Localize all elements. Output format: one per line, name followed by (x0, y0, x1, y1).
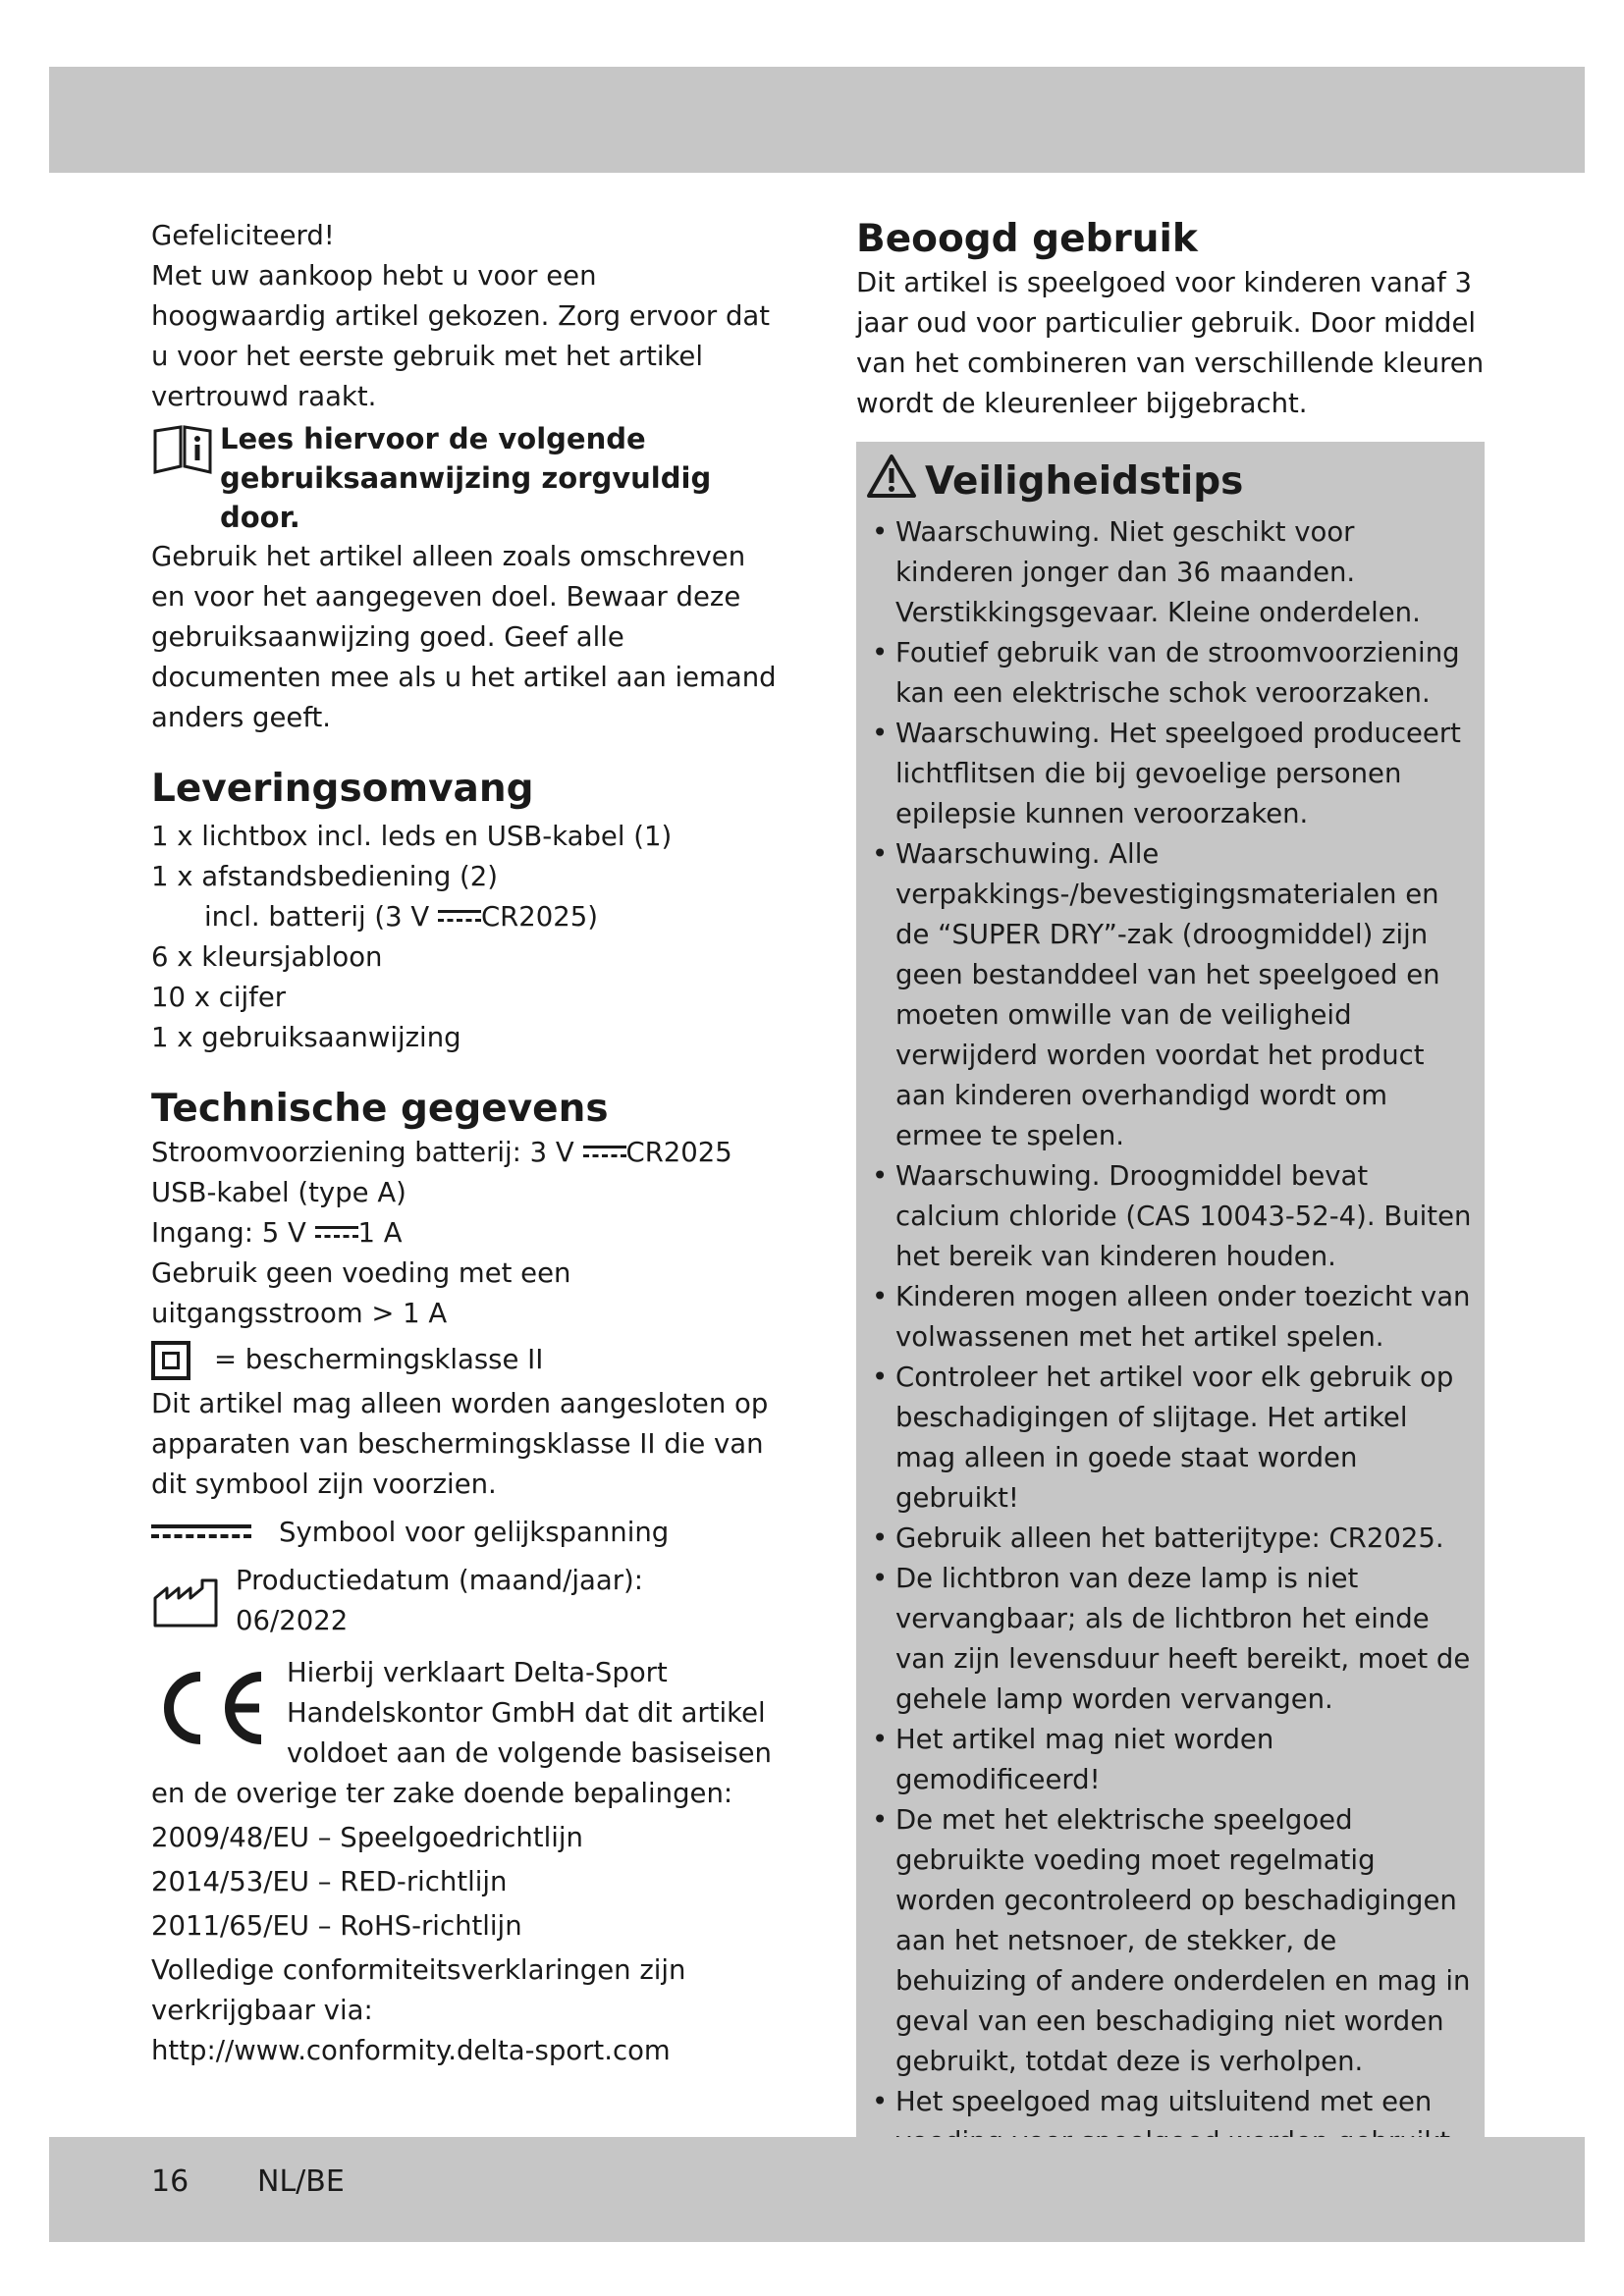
safety-item: • Het speelgoed mag uitsluitend met een (866, 2082, 1475, 2163)
safety-item: • Controleer het artikel voor elk gebruik op beschadigingen of slijtage. Het artikel mag alleen in goede staat worden gebruikt! (866, 1358, 1475, 1519)
safety-item: • Kinderen mogen alleen onder toezicht van volwassenen met het artikel spelen. (866, 1277, 1475, 1358)
section-title-beoogd: Beoogd gebruik (856, 217, 1198, 261)
dc-symbol-icon (438, 908, 481, 928)
protection-class-text: Dit artikel mag alleen worden aangesloten op apparaten van beschermingsklasse II die van dit symbool zijn voorzien. (151, 1388, 769, 1500)
read-manual-icon (151, 419, 220, 488)
safety-box (856, 442, 1485, 2172)
page-number: 16 (151, 2164, 189, 2199)
usage-text: Gebruik het artikel alleen zoals omschreven en voor het aangegeven doel. Bewaar deze gebruiksaanwijzing goed. Geef alle documenten mee als u het artikel aan iemand anders geeft. (151, 541, 777, 733)
protection-class-label: = beschermingsklasse II (214, 1344, 544, 1375)
safety-title: Veiligheidstips (925, 459, 1244, 504)
protection-class-row (151, 1340, 780, 1380)
ce-text: Hierbij verklaart Delta-Sport Handelskontor GmbH dat dit artikel voldoet aan de volgende basiseisen (287, 1657, 772, 1769)
direct-current-icon (151, 1522, 251, 1544)
delivery-item-battery: incl. batterij (3 V CR2025) (204, 901, 598, 933)
protection-class-ii-icon (151, 1341, 190, 1380)
safety-item: • De lichtbron van deze lamp is niet vervangbaar; als de lichtbron het einde van zijn levensduur heeft bereikt, moet de gehele lamp worden vervangen. (866, 1559, 1475, 1720)
spec-usb: USB-kabel (type A) (151, 1177, 406, 1208)
dc-row (151, 1513, 780, 1553)
conformity-url[interactable]: http://www.conformity.delta-sport.com (151, 2035, 671, 2066)
intro-text: Met uw aankoop hebt u voor een hoogwaardig artikel gekozen. Zorg ervoor dat u voor het eerste gebruik met het artikel vertrouwd raakt. (151, 260, 771, 412)
right-column (856, 216, 1485, 2172)
safety-item: • Waarschuwing. Alle verpakkings-/bevestigingsmaterialen en de “SUPER DRY”-zak (droogmiddel) zijn geen bestanddeel van het speelgoed en moeten omwille van de veiligheid verwijderd worden voordat het product aan kinderen overhandigd wordt om ermee te spelen. (866, 834, 1475, 1156)
safety-item: • Waarschuwing. Niet geschikt voor kinderen jonger dan 36 maanden. Verstikkingsgevaar. Kleine onderdelen. (866, 512, 1475, 633)
dc-label: Symbool voor gelijkspanning (279, 1517, 670, 1548)
production-date-label: Productiedatum (maand/jaar): (236, 1565, 644, 1596)
ce-text-2: en de overige ter zake doende bepalingen: (151, 1778, 733, 1809)
spec-power: Stroomvoorziening batterij: 3 V CR2025 (151, 1137, 732, 1168)
warning-triangle-icon (866, 454, 917, 510)
production-date-value: 06/2022 (236, 1605, 349, 1636)
delivery-item: 1 x afstandsbediening (2) (151, 861, 499, 892)
dc-symbol-icon (315, 1224, 358, 1244)
delivery-item: 1 x lichtbox incl. leds en USB-kabel (1) (151, 821, 673, 852)
section-title-leveringsomvang: Leveringsomvang (151, 767, 534, 811)
section-title-technisch: Technische gegevens (151, 1087, 609, 1131)
spec-input: Ingang: 5 V 1 A (151, 1217, 403, 1249)
greeting: Gefeliciteerd! (151, 220, 335, 251)
safety-item: • Waarschuwing. Droogmiddel bevat calcium chloride (CAS 10043-52-4). Buiten het bereik van kinderen houden. (866, 1156, 1475, 1277)
ce-mark-icon (151, 1653, 287, 1759)
directive: 2009/48/EU – Speelgoedrichtlijn (151, 1822, 583, 1853)
conformity-text: Volledige conformiteitsverklaringen zijn verkrijgbaar via: (151, 1954, 686, 2026)
delivery-item: 6 x kleursjabloon (151, 941, 383, 973)
delivery-item: 10 x cijfer (151, 982, 287, 1013)
safety-item: • Waarschuwing. Het speelgoed produceert lichtflitsen die bij gevoelige personen epilepsie kunnen veroorzaken. (866, 714, 1475, 834)
safety-list (866, 512, 1475, 2163)
safety-item: • Foutief gebruik van de stroomvoorziening kan een elektrische schok veroorzaken. (866, 633, 1475, 714)
safety-heading (866, 454, 1475, 510)
factory-icon (151, 1561, 236, 1641)
production-date-row (151, 1561, 780, 1641)
intended-use-text: Dit artikel is speelgoed voor kinderen vanaf 3 jaar oud voor particulier gebruik. Door middel van het combineren van verschillende kleuren wordt de kleurenleer bijgebracht. (856, 267, 1485, 419)
delivery-item: 1 x gebruiksaanwijzing (151, 1022, 461, 1053)
header-bar (49, 67, 1585, 173)
safety-item: • Gebruik alleen het batterijtype: CR2025. (866, 1519, 1475, 1559)
directive: 2014/53/EU – RED-richtlijn (151, 1866, 508, 1897)
safety-item: • Het artikel mag niet worden gemodificeerd! (866, 1720, 1475, 1800)
directive: 2011/65/EU – RoHS-richtlijn (151, 1910, 522, 1942)
info-bold-text: Lees hiervoor de volgende gebruiksaanwijzing zorgvuldig door. (220, 422, 712, 534)
spec-no-power: Gebruik geen voeding met een uitgangsstroom > 1 A (151, 1257, 571, 1329)
dc-symbol-icon (583, 1144, 626, 1163)
language-code: NL/BE (257, 2164, 345, 2199)
info-notice (151, 419, 780, 537)
safety-item: • De met het elektrische speelgoed gebruikte voeding moet regelmatig worden gecontroleerd op beschadigingen aan het netsnoer, de stekker, de behuizing of andere onderdelen en mag in geval van een beschadiging niet worden gebruikt, totdat deze is verholpen. (866, 1800, 1475, 2082)
ce-row (151, 1653, 780, 1774)
left-column (151, 216, 780, 2071)
